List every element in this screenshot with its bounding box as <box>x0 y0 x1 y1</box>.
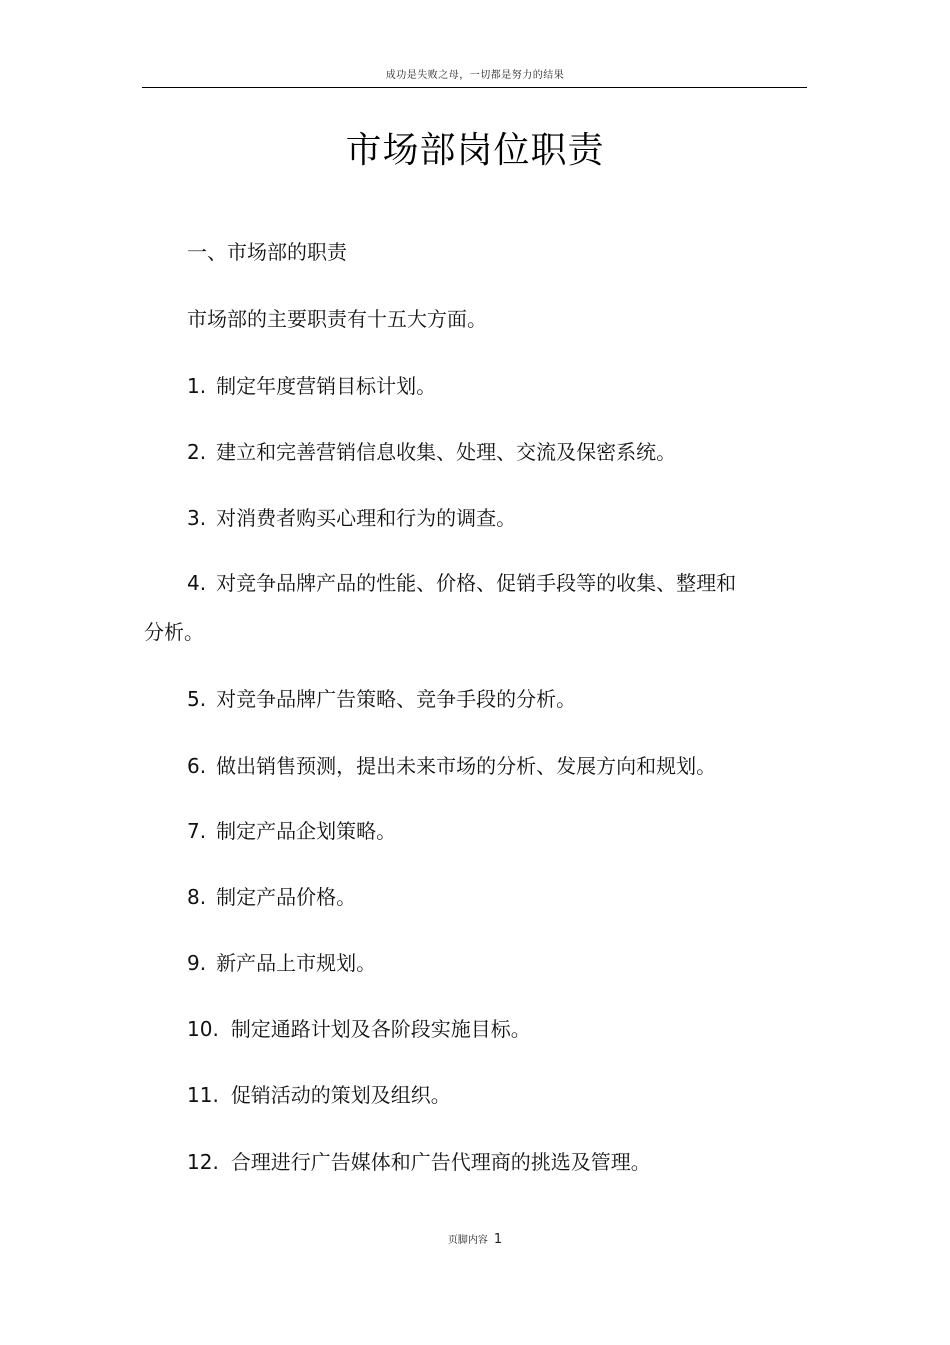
item-text: 新产品上市规划。 <box>216 951 377 975</box>
list-item <box>187 1016 531 1042</box>
item-number: 6. <box>187 754 207 778</box>
list-item <box>187 818 396 844</box>
item-text: 对竞争品牌广告策略、竞争手段的分析。 <box>216 687 577 711</box>
item-text: 建立和完善营销信息收集、处理、交流及保密系统。 <box>216 440 677 464</box>
item-text: 制定产品企划策略。 <box>216 819 397 843</box>
item-number: 5. <box>187 687 207 711</box>
item-text: 制定年度营销目标计划。 <box>216 374 437 398</box>
list-item <box>187 505 516 531</box>
item-number: 4. <box>187 571 207 595</box>
header-rule <box>142 87 807 88</box>
item-number: 7. <box>187 819 207 843</box>
section-heading: 一、市场部的职责 <box>187 240 347 264</box>
item-number: 8. <box>187 885 207 909</box>
list-item <box>187 753 716 779</box>
list-item-continuation: 分析。 <box>144 620 204 644</box>
item-number: 3. <box>187 506 207 530</box>
item-text: 做出销售预测，提出未来市场的分析、发展方向和规划。 <box>216 754 717 778</box>
list-item <box>187 686 576 712</box>
item-text: 制定通路计划及各阶段实施目标。 <box>230 1017 531 1041</box>
page-number: 1 <box>493 1232 503 1247</box>
list-item <box>187 1082 451 1108</box>
footer-label: 页脚内容 <box>447 1235 488 1246</box>
item-number: 12. <box>187 1150 219 1174</box>
list-item <box>187 950 376 976</box>
list-item <box>187 570 736 596</box>
item-text: 制定产品价格。 <box>216 885 357 909</box>
item-text: 合理进行广告媒体和广告代理商的挑选及管理。 <box>230 1150 651 1174</box>
item-number: 1. <box>187 374 207 398</box>
item-number: 2. <box>187 440 207 464</box>
item-number: 9. <box>187 951 207 975</box>
list-item <box>187 373 436 399</box>
list-item <box>187 1149 651 1175</box>
page-header: 成功是失败之母，一切都是努力的结果 <box>385 70 565 81</box>
item-text: 对竞争品牌产品的性能、价格、促销手段等的收集、整理和 <box>216 571 737 595</box>
list-item <box>187 439 676 465</box>
item-text: 促销活动的策划及组织。 <box>230 1083 451 1107</box>
document-title: 市场部岗位职责 <box>345 130 605 171</box>
item-text: 对消费者购买心理和行为的调查。 <box>216 506 517 530</box>
item-number: 11. <box>187 1083 219 1107</box>
section-intro: 市场部的主要职责有十五大方面。 <box>187 307 487 331</box>
page-footer <box>0 1231 950 1247</box>
item-number: 10. <box>187 1017 219 1041</box>
list-item <box>187 884 356 910</box>
